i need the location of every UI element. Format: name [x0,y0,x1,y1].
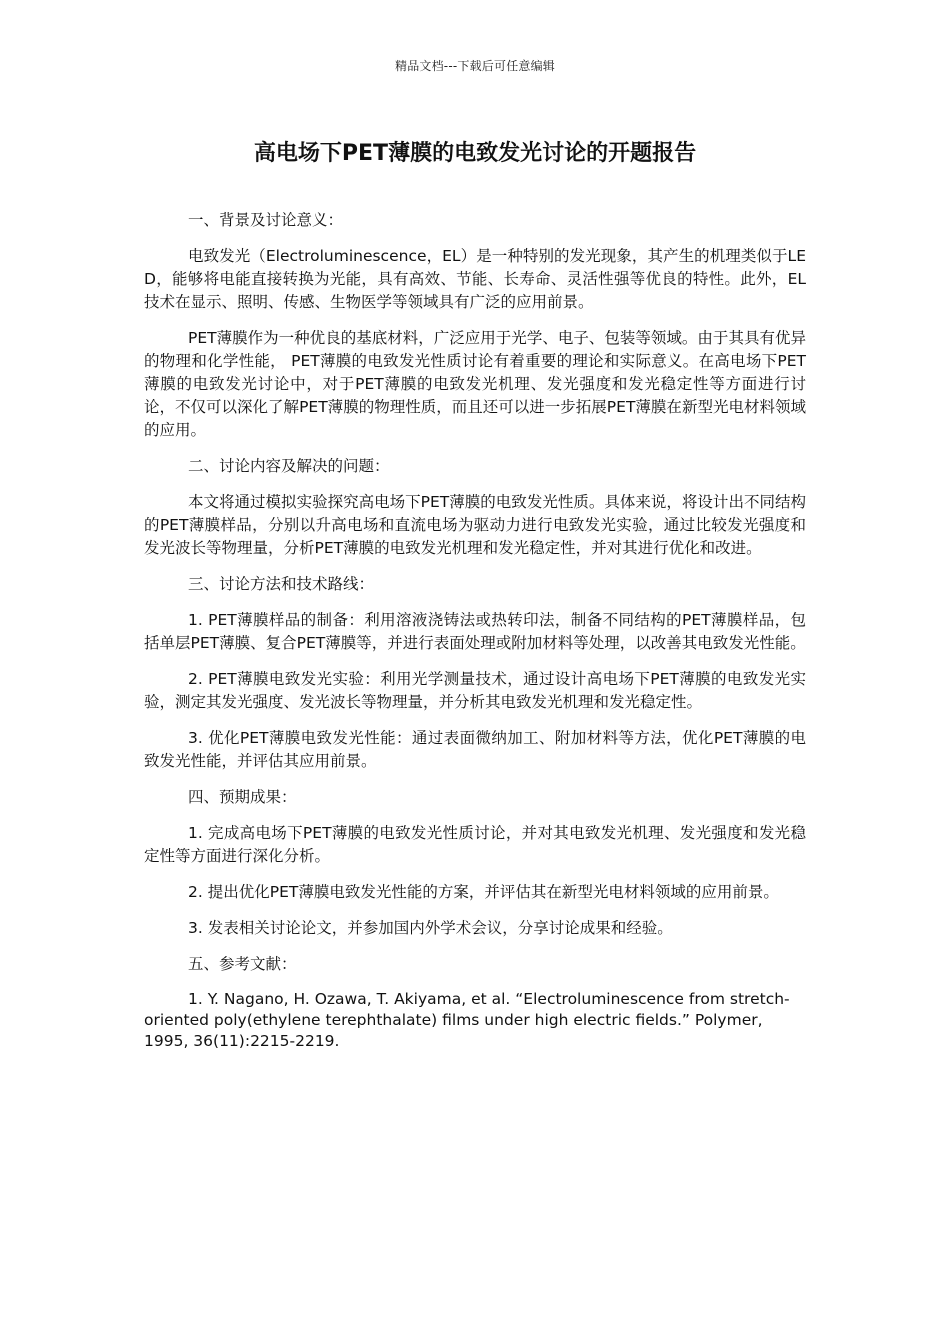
section-heading-references: 五、参考文献： [188,955,297,973]
list-item-method-2: 2. PET薄膜电致发光实验：利用光学测量技术，通过设计高电场下PET薄膜的电致发光实验，测定其发光强度、发光波长等物理量，并分析其电致发光机理和发光稳定性。 [144,670,806,711]
list-item-outcome-3: 3. 发表相关讨论论文，并参加国内外学术会议，分享讨论成果和经验。 [188,919,673,937]
list-item-method-3: 3. 优化PET薄膜电致发光性能：通过表面微纳加工、附加材料等方法，优化PET薄膜的电致发光性能，并评估其应用前景。 [144,729,806,770]
list-item-method-1: 1. PET薄膜样品的制备：利用溶液浇铸法或热转印法，制备不同结构的PET薄膜样品，包括单层PET薄膜、复合PET薄膜等，并进行表面处理或附加材料等处理，以改善其电致发光性能。 [144,611,806,652]
list-item-outcome-2: 2. 提出优化PET薄膜电致发光性能的方案，并评估其在新型光电材料领域的应用前景。 [188,883,779,901]
section-heading-outcomes: 四、预期成果： [188,788,297,806]
list-item-outcome-1: 1. 完成高电场下PET薄膜的电致发光性质讨论，并对其电致发光机理、发光强度和发光稳定性等方面进行深化分析。 [144,824,806,865]
reference-item-1: 1. Y. Nagano, H. Ozawa, T. Akiyama, et al. “Electroluminescence from stretch-oriented poly(ethylene terephthalate) films under high electric fields.” Polymer, 1995, 36(11):2215-2219. [144,990,790,1050]
page-header-note: 精品文档---下载后可任意编辑 [395,59,555,73]
paragraph-el-intro: 电致发光（Electroluminescence，EL）是一种特别的发光现象，其产生的机理类似于LED，能够将电能直接转换为光能，具有高效、节能、长寿命、灵活性强等优良的特性。此外，EL技术在显示、照明、传感、生物医学等领域具有广泛的应用前景。 [144,247,806,311]
paragraph-research-content: 本文将通过模拟实验探究高电场下PET薄膜的电致发光性质。具体来说，将设计出不同结构的PET薄膜样品，分别以升高电场和直流电场为驱动力进行电致发光实验，通过比较发光强度和发光波长等物理量，分析PET薄膜的电致发光机理和发光稳定性，并对其进行优化和改进。 [144,493,806,557]
document-body [144,209,806,1052]
section-heading-content: 二、讨论内容及解决的问题： [188,457,390,475]
section-heading-methods: 三、讨论方法和技术路线： [188,575,375,593]
section-heading-background: 一、背景及讨论意义： [188,211,344,229]
document-title: 高电场下PET薄膜的电致发光讨论的开题报告 [253,141,697,166]
paragraph-pet-significance: PET薄膜作为一种优良的基底材料，广泛应用于光学、电子、包装等领域。由于其具有优异的物理和化学性能， PET薄膜的电致发光性质讨论有着重要的理论和实际意义。在高电场下PET薄膜的电致发光讨论中，对于PET薄膜的电致发光机理、发光强度和发光稳定性等方面进行讨论，不仅可以深化了解PET薄膜的物理性质，而且还可以进一步拓展PET薄膜在新型光电材料领域的应用。 [144,329,806,439]
